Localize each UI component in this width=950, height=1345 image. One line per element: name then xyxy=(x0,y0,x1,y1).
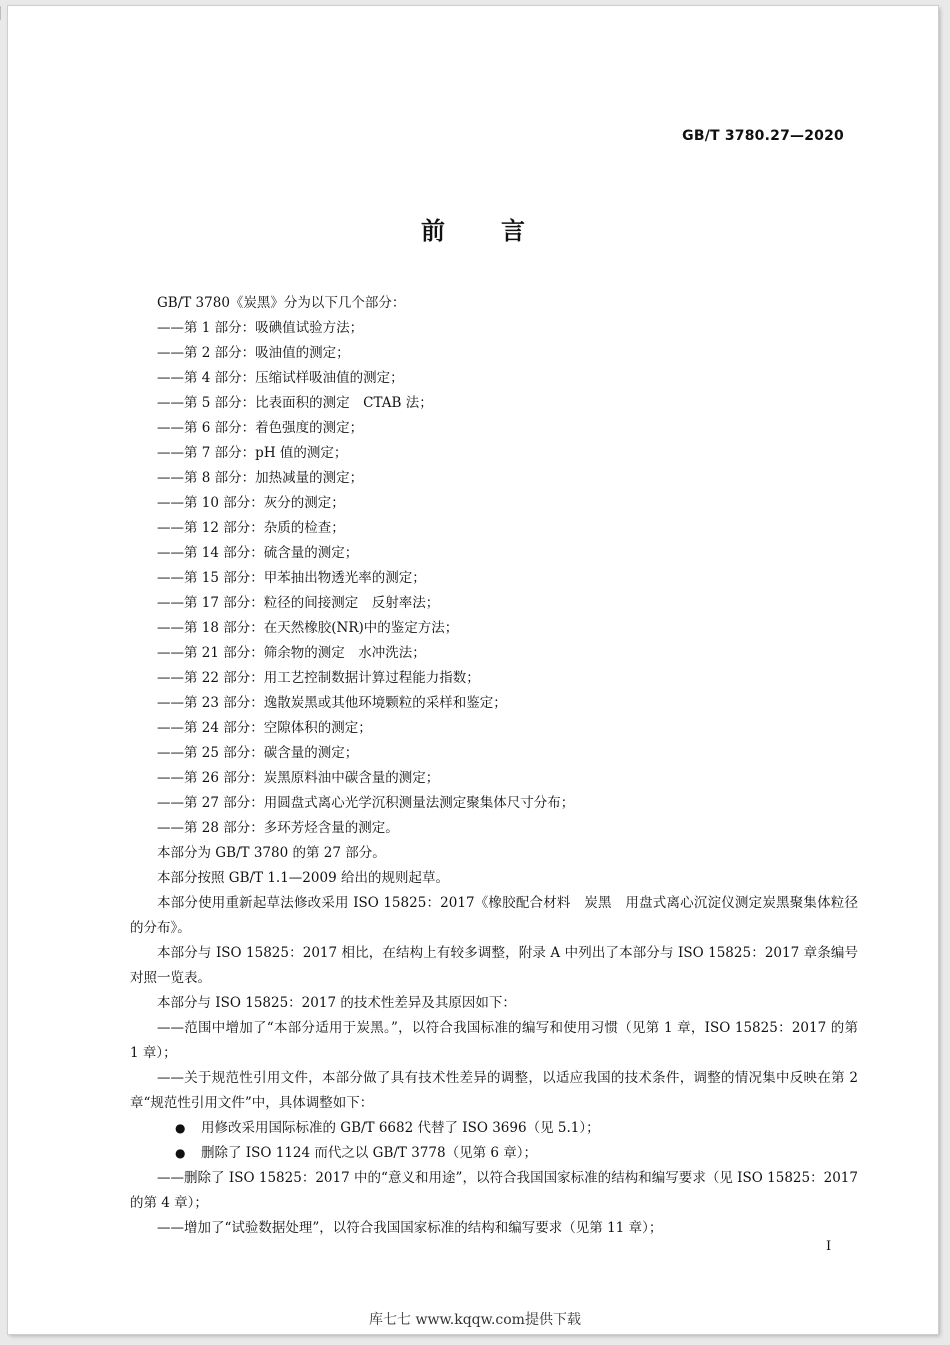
list-item: ——第 12 部分：杂质的检查； xyxy=(157,520,345,536)
list-item: ——第 26 部分：炭黑原料油中碳含量的测定； xyxy=(157,770,440,786)
bullet-text: 用修改采用国际标准的 GB/T 6682 代替了 ISO 3696（见 5.1）； xyxy=(201,1120,600,1136)
list-item: ——第 6 部分：着色强度的测定； xyxy=(157,420,364,436)
list-item: ——第 14 部分：硫含量的测定； xyxy=(157,545,359,561)
list-item: ——第 24 部分：空隙体积的测定； xyxy=(157,720,372,736)
bullet-icon: ● xyxy=(175,1146,186,1160)
list-item: ——第 21 部分：筛余物的测定 水冲洗法； xyxy=(157,645,426,661)
parts-list xyxy=(130,316,858,841)
intro-paragraph: GB/T 3780《炭黑》分为以下几个部分： xyxy=(157,295,406,311)
document-page xyxy=(8,6,938,1334)
page-number: I xyxy=(826,1239,832,1254)
list-item: ——第 28 部分：多环芳烃含量的测定。 xyxy=(157,820,399,836)
paragraph: 本部分按照 GB/T 1.1—2009 给出的规则起草。 xyxy=(157,870,449,886)
paragraph: 本部分与 ISO 15825：2017 的技术性差异及其原因如下： xyxy=(157,995,516,1011)
bullet-item xyxy=(130,1116,858,1141)
crop-mark xyxy=(0,6,1,20)
list-item: ——第 18 部分：在天然橡胶(NR)中的鉴定方法； xyxy=(157,620,459,636)
page-title: 前言 xyxy=(421,216,581,245)
list-item: ——第 17 部分：粒径的间接测定 反射率法； xyxy=(157,595,440,611)
list-item: ——第 5 部分：比表面积的测定 CTAB 法； xyxy=(157,395,433,411)
list-item: ——增加了“试验数据处理”，以符合我国国家标准的结构和编写要求（见第 11 章）； xyxy=(157,1220,663,1236)
differences-list xyxy=(130,1016,858,1241)
list-item: ——第 10 部分：灰分的测定； xyxy=(157,495,345,511)
standard-code: GB/T 3780.27—2020 xyxy=(682,128,844,144)
bullet-text: 删除了 ISO 1124 而代之以 GB/T 3778（见第 6 章）； xyxy=(201,1145,537,1161)
list-item: ——第 2 部分：吸油值的测定； xyxy=(157,345,350,361)
list-item: ——第 22 部分：用工艺控制数据计算过程能力指数； xyxy=(157,670,480,686)
list-item: ——第 7 部分：pH 值的测定； xyxy=(157,445,348,461)
list-item: ——范围中增加了“本部分适用于炭黑。”，以符合我国标准的编写和使用习惯（见第 1 章，ISO 15825：2017 的第 1 章）； xyxy=(130,1020,858,1061)
bullet-icon: ● xyxy=(175,1121,186,1135)
list-item: ——关于规范性引用文件，本部分做了具有技术性差异的调整，以适应我国的技术条件，调整的情况集中反映在第 2 章“规范性引用文件”中，具体调整如下： xyxy=(130,1070,858,1111)
list-item: ——第 1 部分：吸碘值试验方法； xyxy=(157,320,364,336)
bullet-item xyxy=(130,1141,858,1166)
paragraph: 本部分为 GB/T 3780 的第 27 部分。 xyxy=(157,845,386,861)
paragraph: 本部分使用重新起草法修改采用 ISO 15825：2017《橡胶配合材料 炭黑 用盘式离心沉淀仪测定炭黑聚集体粒径的分布》。 xyxy=(130,895,858,936)
paragraph: 本部分与 ISO 15825：2017 相比，在结构上有较多调整，附录 A 中列出了本部分与 ISO 15825：2017 章条编号对照一览表。 xyxy=(130,945,858,986)
document-body xyxy=(130,291,858,1241)
list-item: ——第 8 部分：加热减量的测定； xyxy=(157,470,364,486)
list-item: ——删除了 ISO 15825：2017 中的“意义和用途”，以符合我国国家标准的结构和编写要求（见 ISO 15825：2017 的第 4 章）； xyxy=(130,1170,858,1211)
list-item: ——第 15 部分：甲苯抽出物透光率的测定； xyxy=(157,570,426,586)
list-item: ——第 25 部分：碳含量的测定； xyxy=(157,745,359,761)
list-item: ——第 27 部分：用圆盘式离心光学沉积测量法测定聚集体尺寸分布； xyxy=(157,795,575,811)
watermark-text: 库七七 www.kqqw.com提供下载 xyxy=(369,1312,581,1328)
list-item: ——第 23 部分：逸散炭黑或其他环境颗粒的采样和鉴定； xyxy=(157,695,507,711)
list-item: ——第 4 部分：压缩试样吸油值的测定； xyxy=(157,370,404,386)
